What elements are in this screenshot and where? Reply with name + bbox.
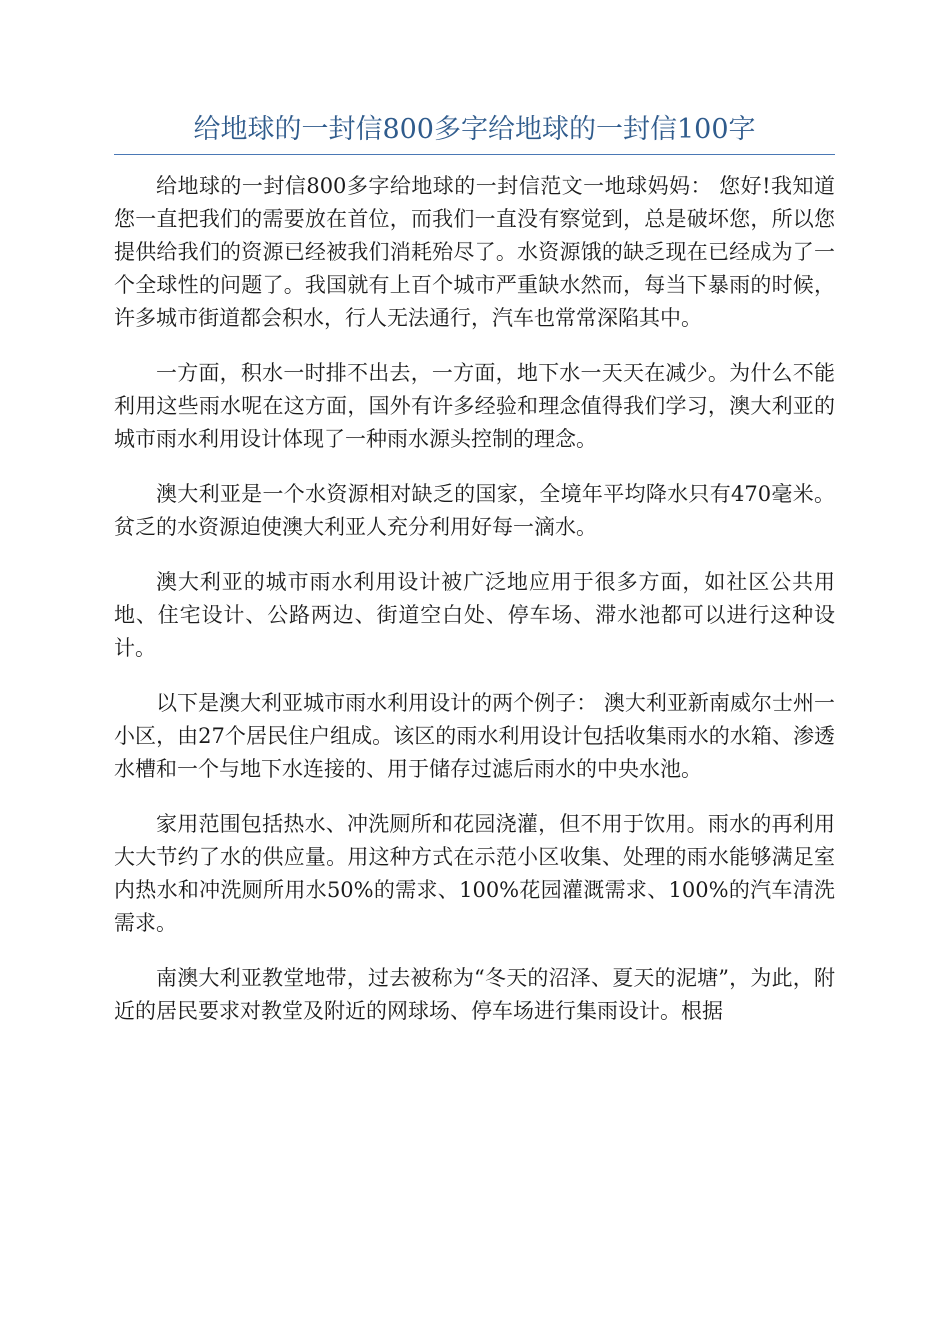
document-title: 给地球的一封信800多字给地球的一封信100字 <box>193 114 756 145</box>
paragraph-1: 给地球的一封信800多字给地球的一封信范文一地球妈妈： 您好!我知道您一直把我们的需要放在首位，而我们一直没有察觉到，总是破坏您，所以您提供给我们的资源已经被我们消耗殆尽了。水资源饿的缺乏现在已经成为了一个全球性的问题了。我国就有上百个城市严重缺水然而，每当下暴雨的时候，许多城市街道都会积水，行人无法通行，汽车也常常深陷其中。 <box>114 174 835 330</box>
paragraph-4: 澳大利亚的城市雨水利用设计被广泛地应用于很多方面，如社区公共用地、住宅设计、公路两边、街道空白处、停车场、滞水池都可以进行这种设计。 <box>114 570 835 660</box>
paragraph-3: 澳大利亚是一个水资源相对缺乏的国家，全境年平均降水只有470毫米。贫乏的水资源迫使澳大利亚人充分利用好每一滴水。 <box>114 482 835 539</box>
title-underline-divider <box>114 154 835 155</box>
paragraph-6: 家用范围包括热水、冲洗厕所和花园浇灌，但不用于饮用。雨水的再利用大大节约了水的供应量。用这种方式在示范小区收集、处理的雨水能够满足室内热水和冲洗厕所用水50%的需求、100%花园灌溉需求、100%的汽车清洗需求。 <box>114 812 835 935</box>
document-body <box>114 170 835 1050</box>
paragraph-7: 南澳大利亚教堂地带，过去被称为“冬天的沼泽、夏天的泥塘”，为此，附近的居民要求对教堂及附近的网球场、停车场进行集雨设计。根据 <box>114 966 835 1023</box>
paragraph-5: 以下是澳大利亚城市雨水利用设计的两个例子： 澳大利亚新南威尔士州一小区，由27个居民住户组成。该区的雨水利用设计包括收集雨水的水箱、渗透水槽和一个与地下水连接的、用于储存过滤后雨水的中央水池。 <box>114 691 835 781</box>
paragraph-2: 一方面，积水一时排不出去，一方面，地下水一天天在减少。为什么不能利用这些雨水呢在这方面，国外有许多经验和理念值得我们学习，澳大利亚的城市雨水利用设计体现了一种雨水源头控制的理念。 <box>114 361 835 451</box>
